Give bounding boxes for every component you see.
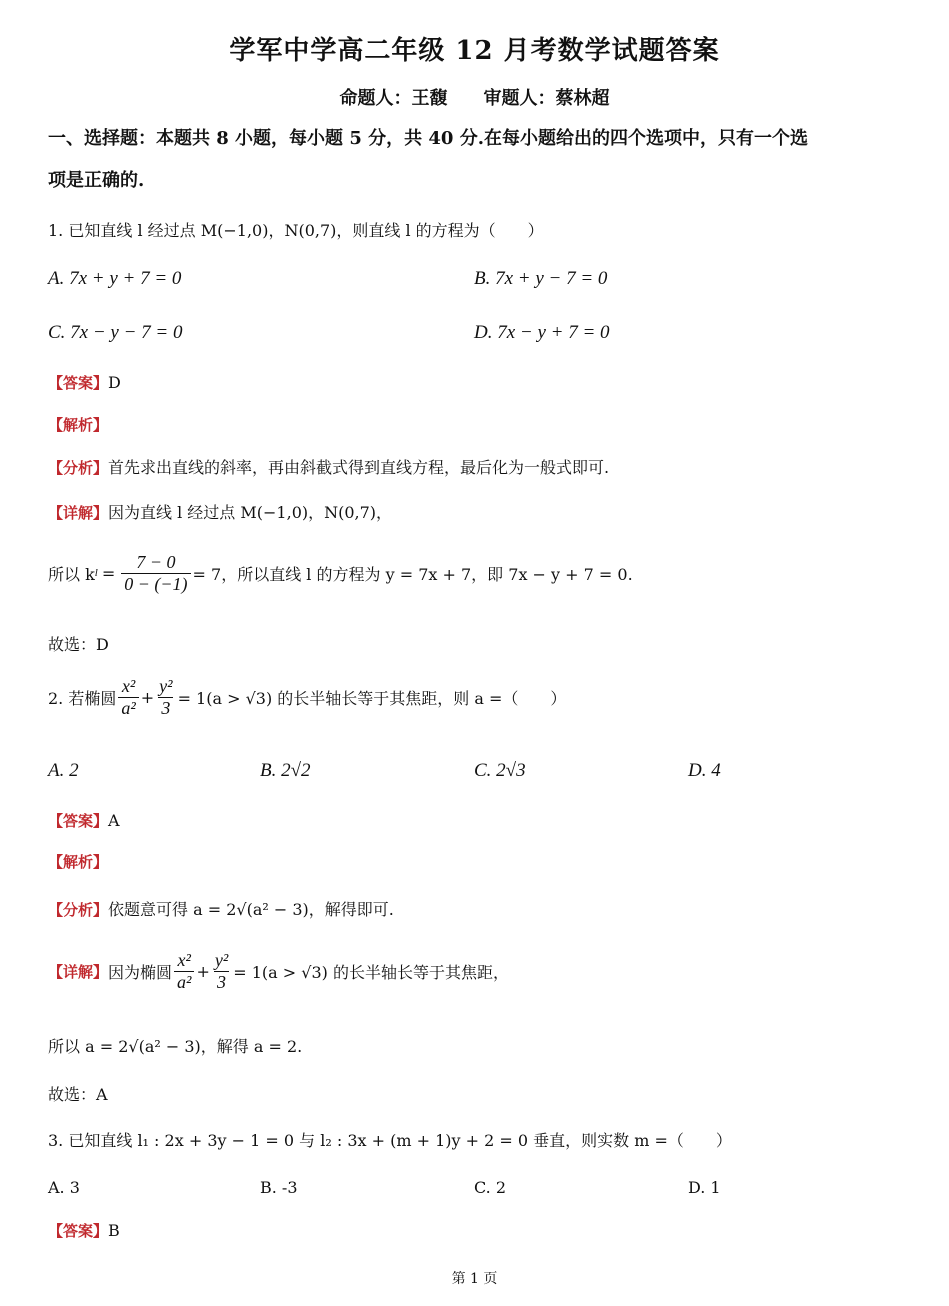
q2-xiangjie: 【详解】 因为椭圆 $\frac{\text{x²}}{\text{a²}}$ + $\frac{\text{y²}}{3}$ = 1(a > √3) 的长半轴长等于其焦距，	[48, 950, 509, 992]
q2-solution: 所以 a = 2√(a² − 3)，解得 a = 2.	[48, 1037, 303, 1056]
q2-option-c: C. 2√3	[474, 760, 526, 781]
page-number: 第 1 页	[451, 1271, 498, 1287]
section-heading-line1: 一、选择题：本题共 8 小题，每小题 5 分，共 40 分.在每小题给出的四个选项中，只有一个选	[48, 128, 808, 149]
q2-analysis-heading: 【解析】	[48, 853, 109, 871]
q2-stem: 2. 若椭圆 $\frac{\text{x²}}{\text{a²}}$ + $\frac{\text{y²}}{3}$ = 1(a > √3) 的长半轴长等于其焦距，则 a =（ ）	[48, 676, 567, 718]
q1-option-c: C. 7x − y − 7 = 0	[48, 322, 183, 343]
q3-option-c: C. 2	[474, 1178, 507, 1197]
q2-answer: 【答案】A	[48, 811, 120, 830]
q1-option-b: B. 7x + y − 7 = 0	[474, 268, 608, 289]
q1-xiangjie: 【详解】因为直线 l 经过点 M(−1,0)，N(0,7)，	[48, 503, 393, 522]
q1-derivation: 所以 k l = $\frac{7 - 0}{0 - (-1)}$ = 7，所以直线 l 的方程为 y = 7x + 7，即 7x − y + 7 = 0.	[48, 552, 633, 594]
q1-stem: 1. 已知直线 l 经过点 M(−1,0)，N(0,7)，则直线 l 的方程为（ ）	[48, 221, 544, 240]
q2-option-a: A. 2	[48, 760, 79, 781]
q1-fenxi: 【分析】首先求出直线的斜率，再由斜截式得到直线方程，最后化为一般式即可.	[48, 458, 610, 477]
q2-option-b: B. 2√2	[260, 760, 311, 781]
section-heading-line2: 项是正确的.	[48, 170, 145, 191]
q1-analysis-heading: 【解析】	[48, 416, 109, 434]
q1-slope-fraction: $\frac{7 - 0}{0 - (-1)}$	[121, 552, 190, 594]
q3-answer: 【答案】B	[48, 1221, 120, 1240]
q1-option-d: D. 7x − y + 7 = 0	[474, 322, 610, 343]
q1-choice: 故选：D	[48, 635, 109, 654]
q2-fenxi: 【分析】依题意可得 a = 2√(a² − 3)，解得即可.	[48, 900, 394, 919]
q2-option-d: D. 4	[688, 760, 721, 781]
q3-option-a: A. 3	[48, 1178, 80, 1197]
q3-option-d: D. 1	[688, 1178, 721, 1197]
q1-option-a: A. 7x + y + 7 = 0	[48, 268, 182, 289]
page-title: 学军中学高二年级 12 月考数学试题答案	[229, 36, 720, 66]
q2-choice: 故选：A	[48, 1085, 108, 1104]
q3-option-b: B. -3	[260, 1178, 298, 1197]
q1-answer: 【答案】D	[48, 373, 121, 392]
q3-stem: 3. 已知直线 l₁ : 2x + 3y − 1 = 0 与 l₂ : 3x + (m + 1)y + 2 = 0 垂直，则实数 m =（ ）	[48, 1131, 732, 1150]
authors-line: 命题人：王馥 审题人：蔡林超	[339, 88, 610, 109]
